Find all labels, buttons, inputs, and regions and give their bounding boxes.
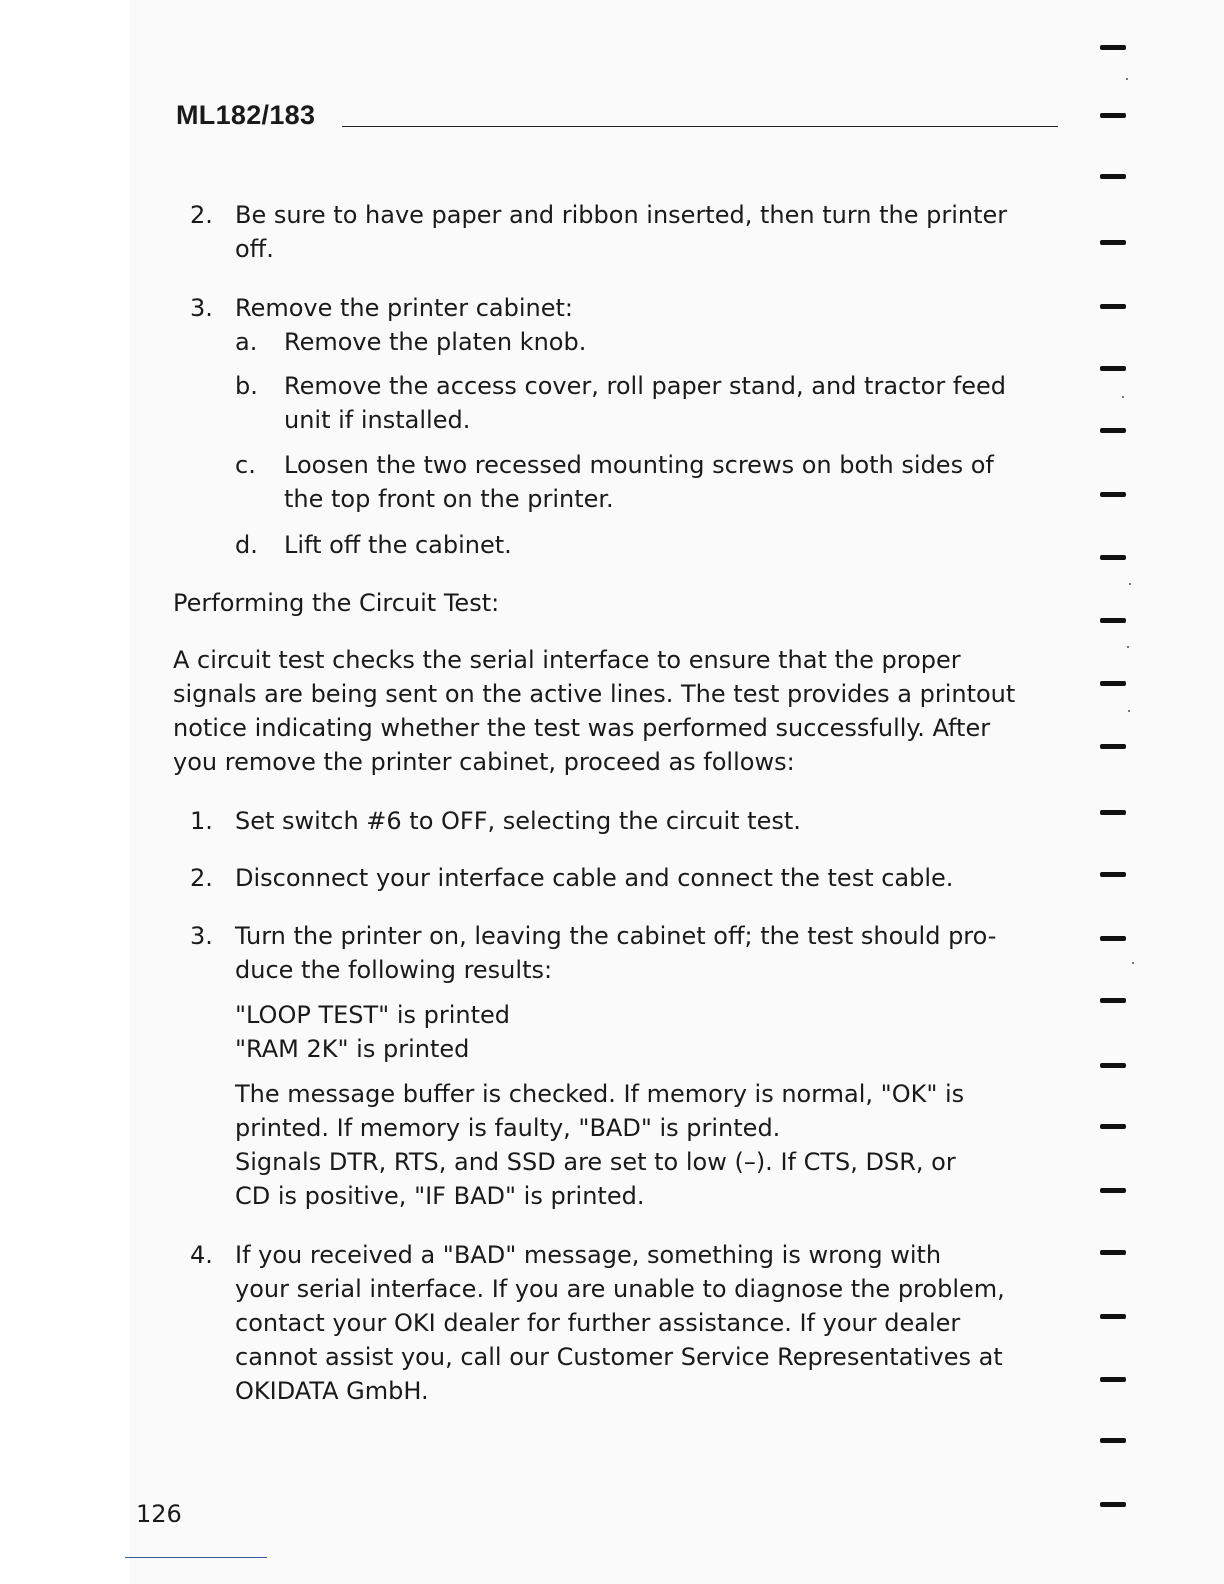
step-text: Disconnect your interface cable and connect the test cable.	[235, 864, 954, 892]
intro-line: A circuit test checks the serial interface to ensure that the proper	[173, 646, 961, 674]
binding-mark	[1100, 681, 1126, 686]
scan-speck	[1122, 396, 1124, 398]
step-number: 2.	[190, 201, 213, 229]
binding-mark	[1100, 1314, 1126, 1319]
step-text: Remove the printer cabinet:	[235, 294, 573, 322]
binding-mark	[1100, 998, 1126, 1003]
bottom-rule	[125, 1557, 267, 1558]
binding-mark	[1100, 174, 1126, 179]
step-text: Turn the printer on, leaving the cabinet off; the test should pro-	[235, 922, 997, 950]
binding-mark	[1100, 492, 1126, 497]
substep-letter: c.	[235, 451, 256, 479]
binding-marks	[1096, 0, 1136, 1584]
binding-mark	[1100, 810, 1126, 815]
binding-mark	[1100, 304, 1126, 309]
binding-mark	[1100, 240, 1126, 245]
header-rule	[342, 126, 1058, 127]
binding-mark	[1100, 113, 1126, 118]
intro-line: notice indicating whether the test was performed successfully. After	[173, 714, 991, 742]
scan-speck	[1132, 962, 1134, 964]
scan-speck	[1126, 78, 1128, 80]
header-title: ML182/183	[176, 100, 316, 130]
substep-text: Lift off the cabinet.	[284, 531, 512, 559]
binding-mark	[1100, 872, 1126, 877]
substep-text: the top front on the printer.	[284, 485, 614, 513]
substep-letter: b.	[235, 372, 258, 400]
substep-letter: d.	[235, 531, 258, 559]
binding-mark	[1100, 1188, 1126, 1193]
intro-line: signals are being sent on the active lines. The test provides a printout	[173, 680, 1016, 708]
result-detail: CD is positive, "IF BAD" is printed.	[235, 1182, 645, 1210]
step-text: If you received a "BAD" message, something is wrong with	[235, 1241, 942, 1269]
binding-mark	[1100, 744, 1126, 749]
substep-text: Loosen the two recessed mounting screws on both sides of	[284, 451, 994, 479]
step-number: 1.	[190, 807, 213, 835]
binding-mark	[1100, 45, 1126, 50]
substep-text: Remove the access cover, roll paper stand, and tractor feed	[284, 372, 1007, 400]
result-line: "RAM 2K" is printed	[235, 1035, 470, 1063]
binding-mark	[1100, 366, 1126, 371]
result-detail: The message buffer is checked. If memory is normal, "OK" is	[235, 1080, 965, 1108]
binding-mark	[1100, 618, 1126, 623]
step-number: 2.	[190, 864, 213, 892]
binding-mark	[1100, 1377, 1126, 1382]
scan-speck	[1127, 646, 1129, 648]
binding-mark	[1100, 1063, 1126, 1068]
result-detail: printed. If memory is faulty, "BAD" is printed.	[235, 1114, 781, 1142]
binding-mark	[1100, 1438, 1126, 1443]
step-text: your serial interface. If you are unable to diagnose the problem,	[235, 1275, 1005, 1303]
step-text: contact your OKI dealer for further assistance. If your dealer	[235, 1309, 961, 1337]
substep-text: unit if installed.	[284, 406, 471, 434]
step-number: 4.	[190, 1241, 213, 1269]
step-text: cannot assist you, call our Customer Service Representatives at	[235, 1343, 1003, 1371]
binding-mark	[1100, 428, 1126, 433]
step-number: 3.	[190, 294, 213, 322]
result-detail: Signals DTR, RTS, and SSD are set to low (–). If CTS, DSR, or	[235, 1148, 956, 1176]
page-number: 126	[136, 1500, 182, 1528]
step-number: 3.	[190, 922, 213, 950]
step-text: OKIDATA GmbH.	[235, 1377, 429, 1405]
step-text: Set switch #6 to OFF, selecting the circuit test.	[235, 807, 801, 835]
binding-mark	[1100, 1502, 1126, 1507]
section-heading: Performing the Circuit Test:	[173, 589, 500, 617]
binding-mark	[1100, 555, 1126, 560]
result-line: "LOOP TEST" is printed	[235, 1001, 511, 1029]
running-header	[176, 100, 1058, 136]
step-text: off.	[235, 235, 274, 263]
binding-mark	[1100, 936, 1126, 941]
binding-mark	[1100, 1250, 1126, 1255]
substep-text: Remove the platen knob.	[284, 328, 587, 356]
scan-speck	[1129, 583, 1131, 585]
binding-mark	[1100, 1124, 1126, 1129]
substep-letter: a.	[235, 328, 258, 356]
scan-speck	[1128, 710, 1130, 712]
step-text: duce the following results:	[235, 956, 553, 984]
step-text: Be sure to have paper and ribbon inserted, then turn the printer	[235, 201, 1008, 229]
intro-line: you remove the printer cabinet, proceed as follows:	[173, 748, 795, 776]
